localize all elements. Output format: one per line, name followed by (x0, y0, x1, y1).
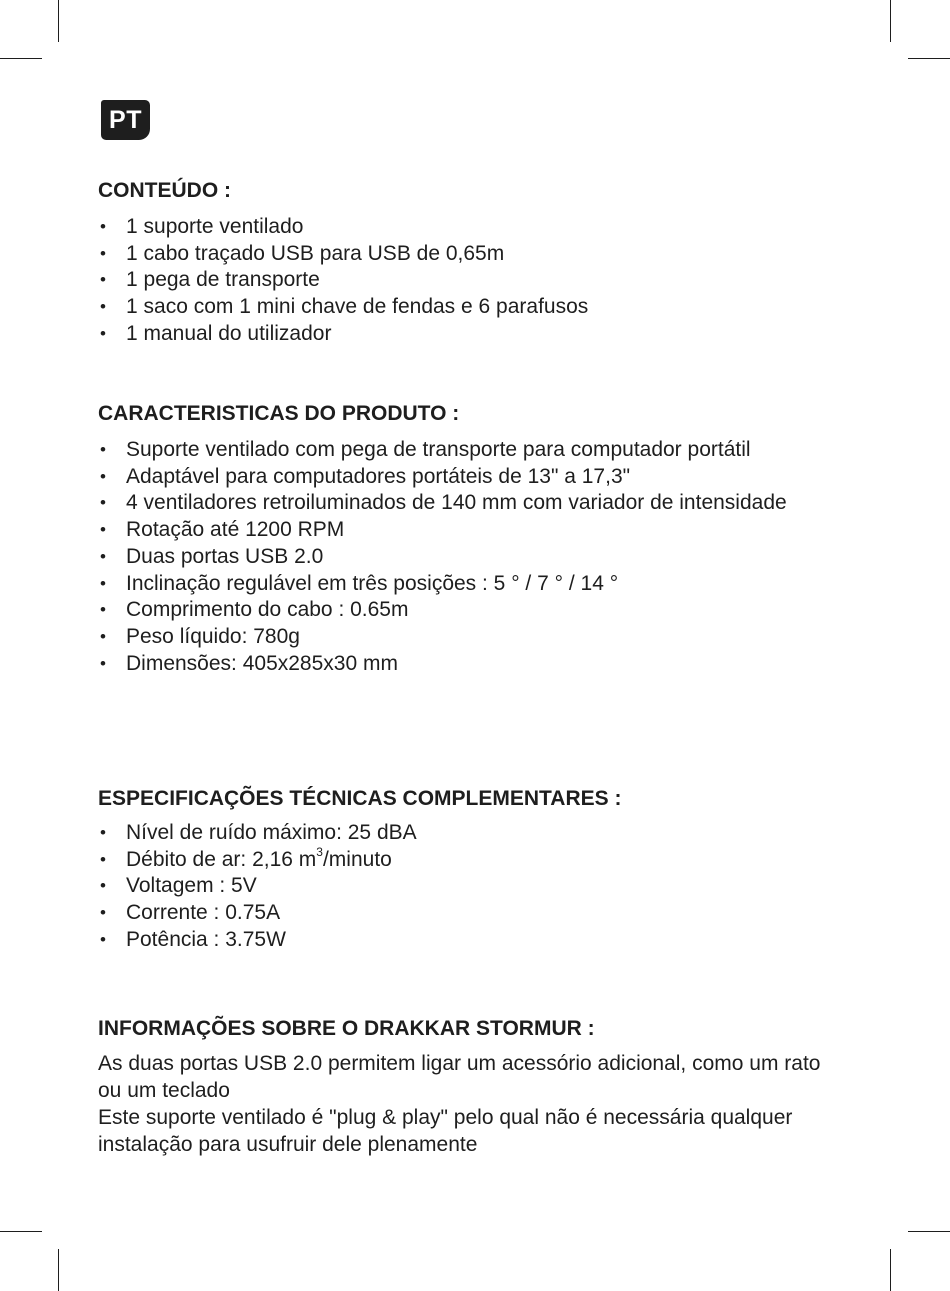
crop-mark (58, 1249, 59, 1291)
crop-mark (908, 1231, 950, 1232)
list-item: • 4 ventiladores retroiluminados de 140 mm com variador de intensidade (98, 490, 818, 517)
bullet: • (100, 849, 106, 869)
bullet: • (100, 546, 106, 566)
list-item: • 1 suporte ventilado (98, 214, 858, 241)
bullet: • (100, 493, 106, 513)
bullet: • (100, 573, 106, 593)
bullet: • (100, 297, 106, 317)
bullet: • (100, 600, 106, 620)
bullet: • (100, 653, 106, 673)
bullet: • (100, 876, 106, 896)
crop-mark (58, 0, 59, 42)
bullet: • (100, 466, 106, 486)
crop-mark (0, 58, 42, 59)
bullet: • (100, 243, 106, 263)
crop-mark (890, 1249, 891, 1291)
list-item: • Peso líquido: 780g (98, 624, 818, 651)
list-item: • 1 saco com 1 mini chave de fendas e 6 parafusos (98, 294, 858, 321)
bullet: • (100, 270, 106, 290)
crop-mark (0, 1231, 42, 1232)
list-item: • 1 cabo traçado USB para USB de 0,65m (98, 241, 858, 268)
info-heading: INFORMAÇÕES SOBRE O DRAKKAR STORMUR : (98, 1017, 595, 1040)
bullet: • (100, 929, 106, 949)
specs-list (98, 820, 858, 954)
features-heading: CARACTERISTICAS DO PRODUTO : (98, 402, 460, 425)
bullet: • (100, 520, 106, 540)
list-item: • Voltagem : 5V (98, 873, 858, 900)
bullet: • (100, 626, 106, 646)
bullet: • (100, 323, 106, 343)
info-section (98, 1050, 833, 1158)
info-paragraph: Este suporte ventilado é "plug & play" pelo qual não é necessária qualquer instalação para usufruir dele plenamente (98, 1106, 793, 1156)
list-item: • 1 pega de transporte (98, 267, 858, 294)
list-item: • Potência : 3.75W (98, 927, 858, 954)
features-section (98, 437, 818, 677)
bullet: • (100, 440, 106, 459)
list-item: • Rotação até 1200 RPM (98, 517, 818, 544)
list-item: • Adaptável para computadores portáteis de 13" a 17,3" (98, 464, 818, 491)
list-item: • Suporte ventilado com pega de transporte para computador portátil (98, 437, 818, 464)
features-list (98, 437, 818, 677)
bullet: • (100, 217, 106, 236)
list-item: • Débito de ar: 2,16 $m^3$/minuto (98, 847, 858, 874)
list-item: • Inclinação regulável em três posições : 5 ° / 7 ° / 14 ° (98, 571, 818, 598)
bullet: • (100, 823, 106, 842)
list-item: • Nível de ruído máximo: 25 dBA (98, 820, 858, 847)
contents-section (98, 214, 858, 348)
list-item: • Comprimento do cabo : 0.65m (98, 597, 818, 624)
list-item: • Duas portas USB 2.0 (98, 544, 818, 571)
language-badge: PT (101, 100, 150, 140)
list-item: • 1 manual do utilizador (98, 321, 858, 348)
info-paragraph: As duas portas USB 2.0 permitem ligar um acessório adicional, como um rato ou um teclado (98, 1052, 821, 1102)
bullet: • (100, 903, 106, 923)
crop-mark (908, 58, 950, 59)
list-item: • Corrente : 0.75A (98, 900, 858, 927)
crop-mark (890, 0, 891, 42)
specs-section (98, 820, 858, 954)
contents-heading: CONTEÚDO : (98, 179, 231, 202)
list-item: • Dimensões: 405x285x30 mm (98, 651, 818, 678)
specs-heading: ESPECIFICAÇÕES TÉCNICAS COMPLEMENTARES : (98, 787, 622, 810)
contents-list (98, 214, 858, 348)
